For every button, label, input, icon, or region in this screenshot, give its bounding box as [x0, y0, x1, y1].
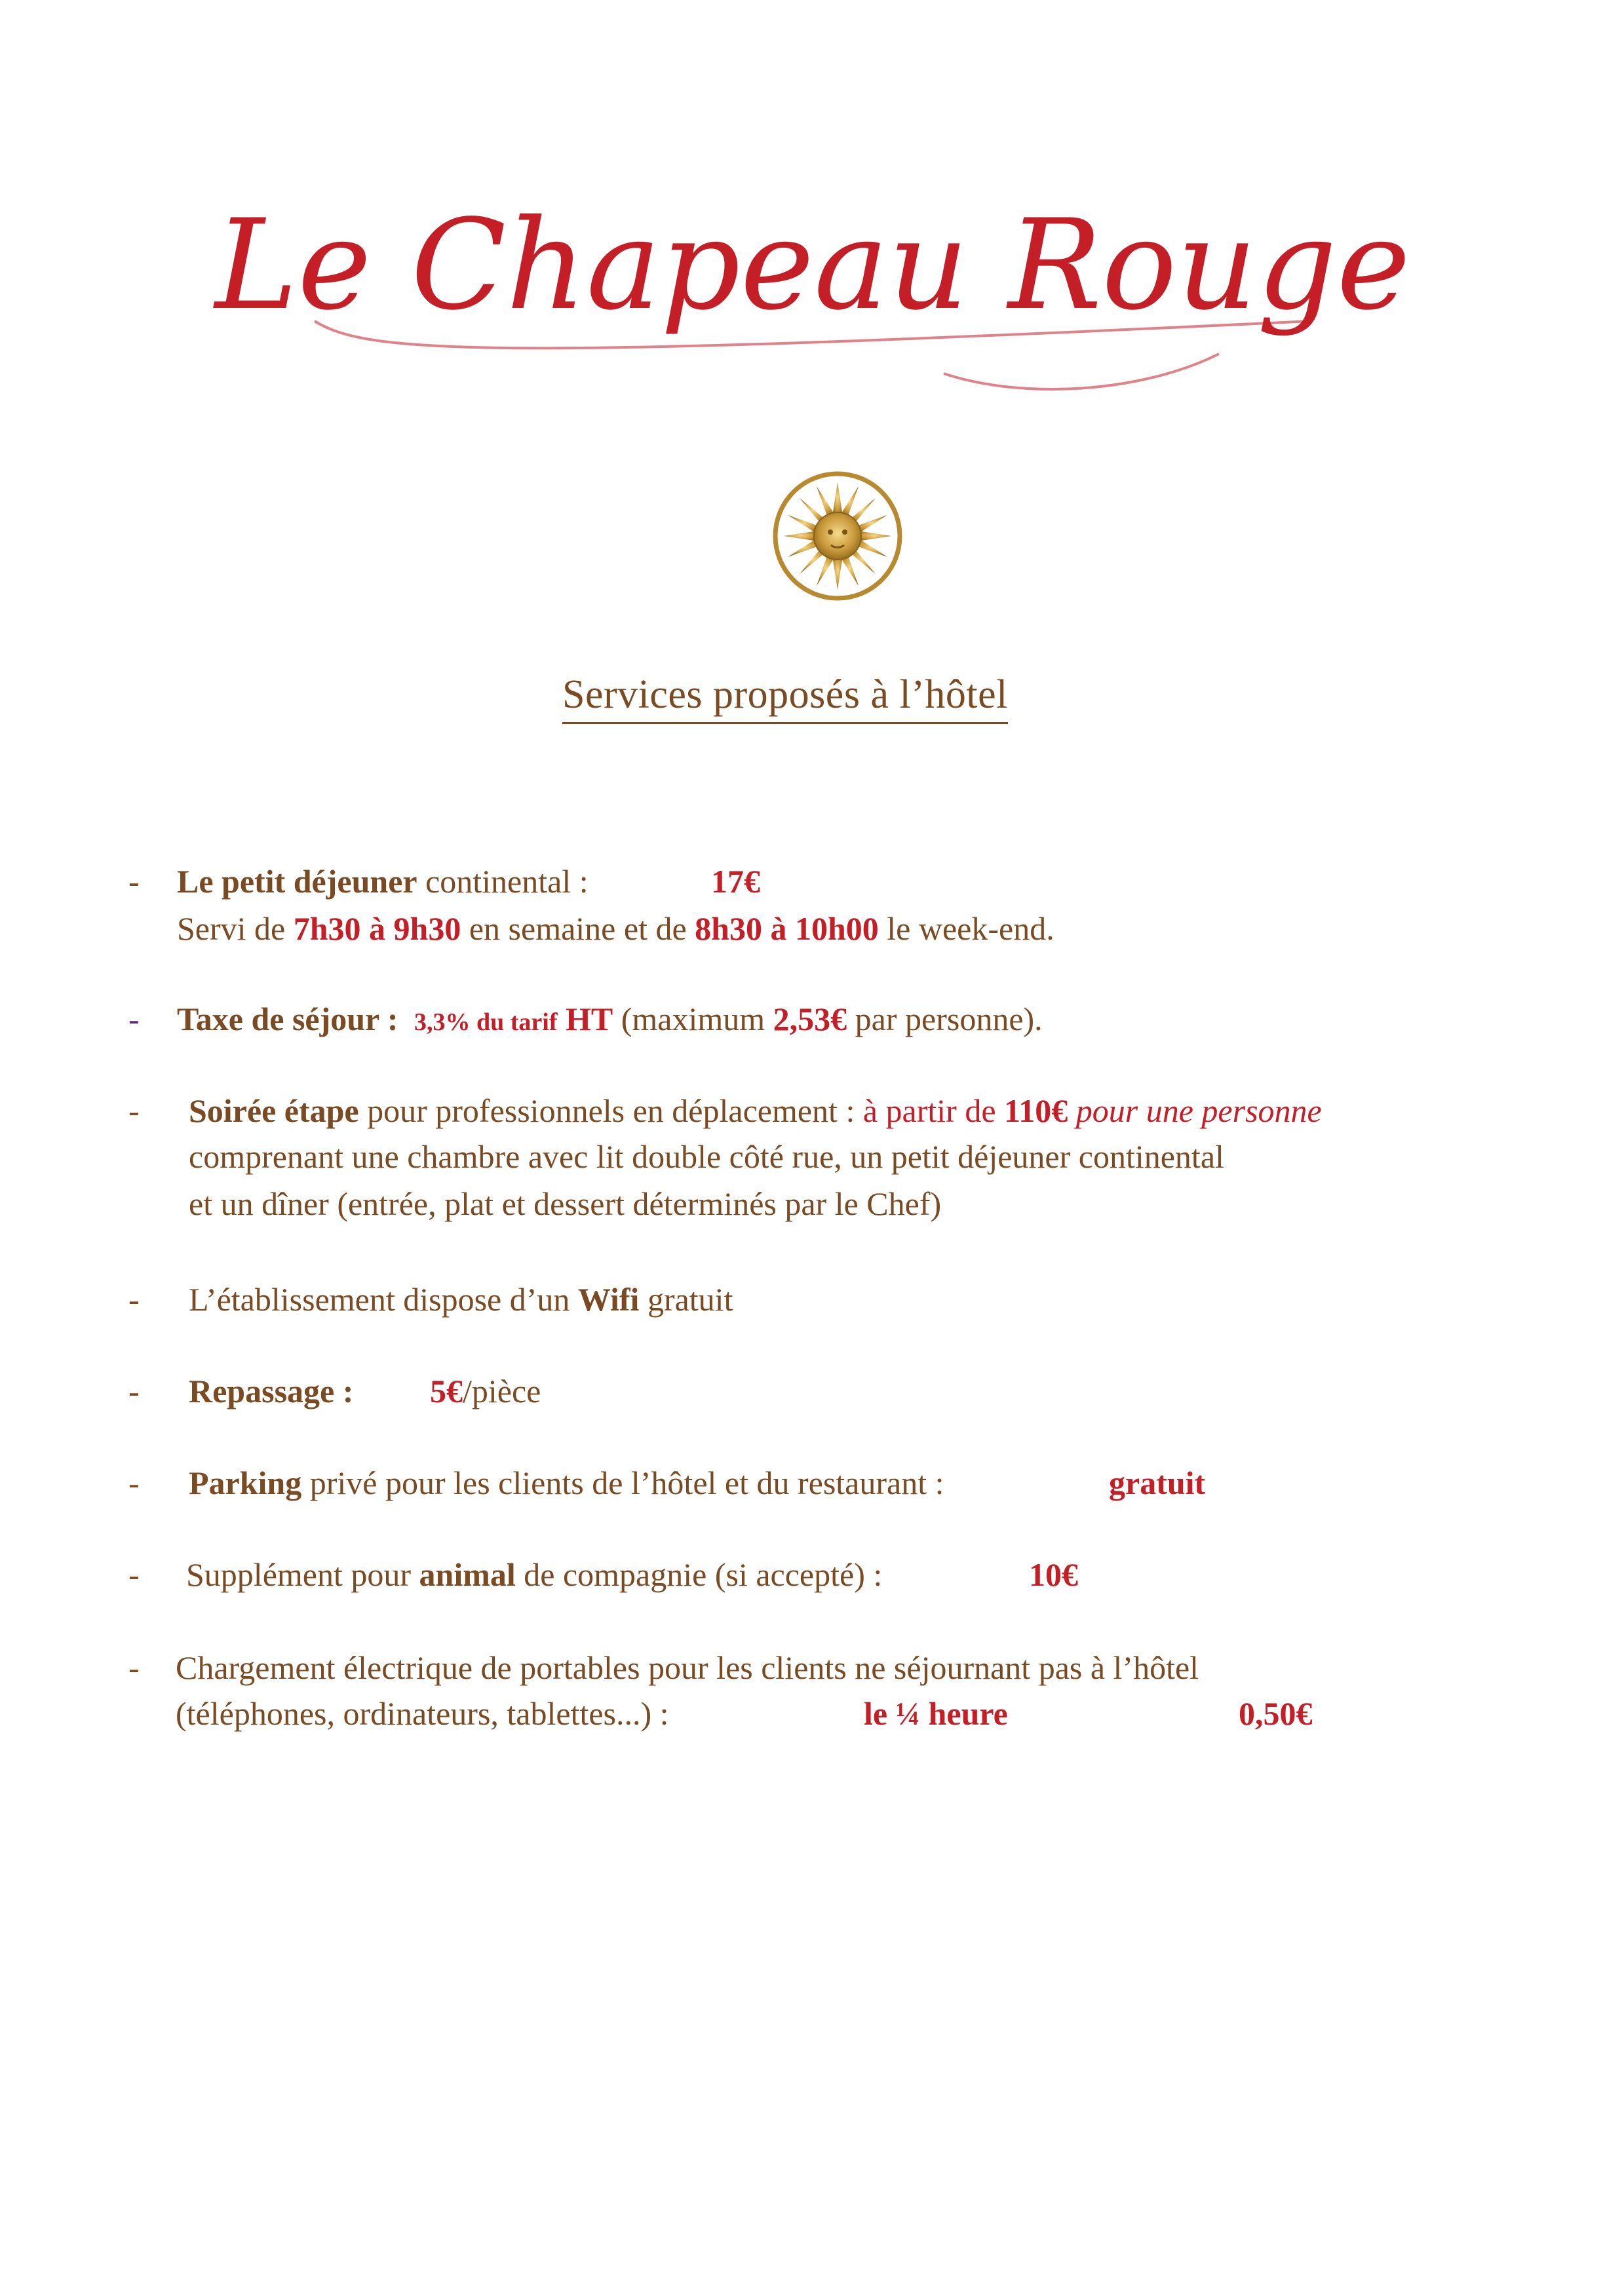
pet-prefix: Supplément pour	[186, 1556, 419, 1593]
pet-suffix: de compagnie (si accepté) :	[515, 1556, 883, 1593]
pet-price: 10€	[1029, 1556, 1078, 1593]
tax-label: Taxe de séjour :	[177, 1001, 398, 1037]
tax-max: 2,53€	[773, 1001, 847, 1037]
ironing-price-line	[430, 1375, 541, 1407]
breakfast-price: 17€	[711, 863, 760, 900]
soiree-from: à partir de	[862, 1092, 1005, 1129]
soiree-line	[189, 1094, 1322, 1127]
wifi-prefix: L’établissement dispose d’un	[189, 1281, 578, 1318]
bullet-dash: -	[128, 1464, 140, 1501]
parking-price: gratuit	[1109, 1464, 1206, 1501]
parking-desc: privé pour les clients de l’hôtel et du restaurant :	[301, 1464, 944, 1501]
wifi-label: Wifi	[577, 1281, 640, 1318]
breakfast-hours-text: en semaine et de	[461, 910, 695, 947]
breakfast-hours-text: Servi de	[177, 910, 294, 947]
soiree-desc: pour professionnels en déplacement :	[358, 1092, 863, 1129]
breakfast-hours-line	[177, 912, 1054, 945]
charging-line-2: (téléphones, ordinateurs, tablettes...) :	[176, 1695, 669, 1732]
breakfast-line	[177, 865, 589, 898]
breakfast-weekend-hours: 8h30 à 10h00	[695, 910, 879, 947]
breakfast-label: Le petit déjeuner	[177, 863, 417, 900]
tax-ht: HT	[557, 1001, 613, 1037]
wifi-line	[189, 1283, 733, 1316]
tax-line	[177, 1003, 1043, 1035]
pet-animal: animal	[419, 1556, 516, 1593]
charging-line-1: Chargement électrique de portables pour les clients ne séjournant pas à l’hôtel	[176, 1649, 1199, 1686]
bullet-dash: -	[128, 1281, 140, 1318]
pet-line	[186, 1558, 882, 1591]
tax-rate: 3,3% du tarif	[414, 1008, 558, 1036]
parking-label: Parking	[189, 1464, 302, 1501]
charging-price: 0,50€	[1239, 1695, 1313, 1732]
ironing-unit: /pièce	[463, 1373, 541, 1409]
soiree-line-2: comprenant une chambre avec lit double côté rue, un petit déjeuner continental	[189, 1138, 1224, 1175]
sun-king-medallion-icon	[772, 470, 903, 602]
bullet-dash: -	[128, 1092, 140, 1129]
tax-desc: (maximum	[613, 1001, 773, 1037]
soiree-label: Soirée étape	[189, 1092, 359, 1129]
logo-script-text	[214, 157, 1411, 406]
soiree-line-3: et un dîner (entrée, plat et dessert déterminés par le Chef)	[189, 1185, 942, 1222]
page-title: Services proposés à l’hôtel	[562, 672, 1008, 724]
ironing-price: 5€	[430, 1373, 463, 1409]
charging-unit: le ¼ heure	[864, 1695, 1008, 1732]
bullet-dash: -	[128, 1649, 140, 1686]
bullet-dash: -	[128, 1373, 140, 1409]
breakfast-desc: continental :	[417, 863, 589, 900]
tax-desc: par personne).	[847, 1001, 1043, 1037]
breakfast-hours-text: le week-end.	[878, 910, 1054, 947]
bullet-dash: -	[128, 1001, 140, 1037]
ironing-label: Repassage :	[189, 1373, 354, 1409]
wifi-suffix: gratuit	[639, 1281, 733, 1318]
parking-line	[189, 1466, 944, 1499]
bullet-dash: -	[128, 863, 140, 900]
soiree-price: 110€	[1004, 1092, 1068, 1129]
logo	[214, 157, 1411, 406]
bullet-dash: -	[128, 1556, 140, 1593]
breakfast-weekday-hours: 7h30 à 9h30	[293, 910, 461, 947]
logo-text: Le Chapeau Rouge	[214, 193, 1411, 337]
soiree-per: pour une personne	[1068, 1092, 1322, 1129]
